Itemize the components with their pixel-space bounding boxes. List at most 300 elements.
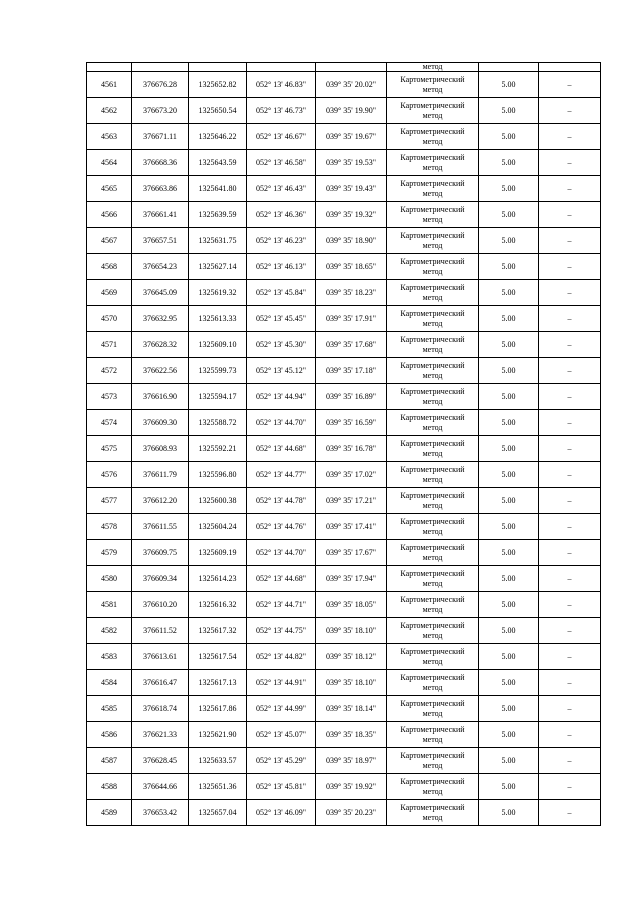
cell-method bbox=[387, 150, 479, 176]
cell-note: – bbox=[539, 722, 601, 748]
method-line-2: метод bbox=[422, 240, 443, 250]
cell-accuracy: 5.00 bbox=[479, 228, 539, 254]
cell-x: 376663.86 bbox=[132, 176, 189, 202]
cell-y: 1325592.21 bbox=[189, 436, 247, 462]
cell-latitude: 052° 13' 44.99" bbox=[247, 696, 316, 722]
cell-longitude: 039° 35' 17.41" bbox=[316, 514, 387, 540]
cell-longitude: 039° 35' 20.02" bbox=[316, 72, 387, 98]
cell-x: 376622.56 bbox=[132, 358, 189, 384]
cell-y: 1325594.17 bbox=[189, 384, 247, 410]
cell-x: 376609.34 bbox=[132, 566, 189, 592]
cell-longitude: 039° 35' 19.90" bbox=[316, 98, 387, 124]
cell-y: 1325617.13 bbox=[189, 670, 247, 696]
method-line-1: Картометрический bbox=[400, 802, 465, 812]
cell-accuracy: 5.00 bbox=[479, 436, 539, 462]
cell-point-number: 4572 bbox=[87, 358, 132, 384]
cell-method bbox=[387, 410, 479, 436]
cell-point-number: 4561 bbox=[87, 72, 132, 98]
method-line-1: Картометрический bbox=[400, 204, 465, 214]
cell-note: – bbox=[539, 98, 601, 124]
cell-accuracy: 5.00 bbox=[479, 592, 539, 618]
cell-accuracy: 5.00 bbox=[479, 644, 539, 670]
method-line-1: Картометрический bbox=[400, 308, 465, 318]
table-row bbox=[87, 228, 601, 254]
method-line-2: метод bbox=[422, 344, 443, 354]
cell-accuracy: 5.00 bbox=[479, 800, 539, 826]
cell-point-number: 4573 bbox=[87, 384, 132, 410]
table-row bbox=[87, 358, 601, 384]
method-line-2: метод bbox=[422, 162, 443, 172]
method-line-1: Картометрический bbox=[400, 490, 465, 500]
cell-longitude: 039° 35' 17.91" bbox=[316, 306, 387, 332]
cell-y: 1325621.90 bbox=[189, 722, 247, 748]
cell-y: 1325588.72 bbox=[189, 410, 247, 436]
cell-method bbox=[387, 488, 479, 514]
method-line-2: метод bbox=[422, 214, 443, 224]
cell-point-number: 4576 bbox=[87, 462, 132, 488]
cell-x: 376653.42 bbox=[132, 800, 189, 826]
cell-point-number: 4569 bbox=[87, 280, 132, 306]
cell-y: 1325633.57 bbox=[189, 748, 247, 774]
method-line-2: метод bbox=[422, 734, 443, 744]
cell-latitude: 052° 13' 45.30" bbox=[247, 332, 316, 358]
cell-note: – bbox=[539, 800, 601, 826]
method-line-2: метод bbox=[422, 708, 443, 718]
cell-latitude: 052° 13' 44.82" bbox=[247, 644, 316, 670]
method-line-2: метод bbox=[422, 812, 443, 822]
cell-y: 1325604.24 bbox=[189, 514, 247, 540]
cell-longitude: 039° 35' 16.78" bbox=[316, 436, 387, 462]
cell-longitude bbox=[316, 63, 387, 72]
cell-longitude: 039° 35' 17.02" bbox=[316, 462, 387, 488]
cell-x: 376632.95 bbox=[132, 306, 189, 332]
method-line-1: Картометрический bbox=[400, 750, 465, 760]
cell-longitude: 039° 35' 18.10" bbox=[316, 618, 387, 644]
cell-note: – bbox=[539, 384, 601, 410]
method-line-2: метод bbox=[422, 656, 443, 666]
cell-point-number bbox=[87, 63, 132, 72]
cell-longitude: 039° 35' 18.14" bbox=[316, 696, 387, 722]
method-line-2: метод bbox=[422, 84, 443, 94]
cell-longitude: 039° 35' 20.23" bbox=[316, 800, 387, 826]
cell-method: метод bbox=[387, 63, 479, 72]
cell-latitude: 052° 13' 46.83" bbox=[247, 72, 316, 98]
cell-latitude: 052° 13' 46.23" bbox=[247, 228, 316, 254]
table-row bbox=[87, 540, 601, 566]
cell-x: 376657.51 bbox=[132, 228, 189, 254]
table-row bbox=[87, 592, 601, 618]
method-line-1: Картометрический bbox=[400, 464, 465, 474]
cell-longitude: 039° 35' 19.92" bbox=[316, 774, 387, 800]
cell-method bbox=[387, 670, 479, 696]
cell-method bbox=[387, 722, 479, 748]
cell-y: 1325617.32 bbox=[189, 618, 247, 644]
cell-latitude: 052° 13' 46.67" bbox=[247, 124, 316, 150]
method-line-1: Картометрический bbox=[400, 776, 465, 786]
table-row bbox=[87, 306, 601, 332]
cell-x: 376645.09 bbox=[132, 280, 189, 306]
cell-point-number: 4575 bbox=[87, 436, 132, 462]
cell-longitude: 039° 35' 18.97" bbox=[316, 748, 387, 774]
cell-point-number: 4582 bbox=[87, 618, 132, 644]
cell-note: – bbox=[539, 202, 601, 228]
cell-longitude: 039° 35' 18.12" bbox=[316, 644, 387, 670]
cell-point-number: 4568 bbox=[87, 254, 132, 280]
cell-x: 376609.75 bbox=[132, 540, 189, 566]
cell-method bbox=[387, 514, 479, 540]
cell-method bbox=[387, 384, 479, 410]
cell-point-number: 4578 bbox=[87, 514, 132, 540]
cell-x: 376628.45 bbox=[132, 748, 189, 774]
cell-accuracy: 5.00 bbox=[479, 306, 539, 332]
cell-accuracy: 5.00 bbox=[479, 488, 539, 514]
cell-latitude: 052° 13' 44.91" bbox=[247, 670, 316, 696]
cell-y: 1325596.80 bbox=[189, 462, 247, 488]
cell-point-number: 4588 bbox=[87, 774, 132, 800]
method-line-2: метод bbox=[422, 422, 443, 432]
method-line-1: Картометрический bbox=[400, 594, 465, 604]
method-line-1: Картометрический bbox=[400, 516, 465, 526]
cell-latitude: 052° 13' 45.84" bbox=[247, 280, 316, 306]
method-line-1: Картометрический bbox=[400, 386, 465, 396]
table-row bbox=[87, 202, 601, 228]
cell-point-number: 4589 bbox=[87, 800, 132, 826]
cell-longitude: 039° 35' 17.94" bbox=[316, 566, 387, 592]
method-line-2: метод bbox=[422, 604, 443, 614]
cell-accuracy: 5.00 bbox=[479, 72, 539, 98]
method-line-2: метод bbox=[422, 526, 443, 536]
cell-method bbox=[387, 98, 479, 124]
table-row bbox=[87, 176, 601, 202]
method-line-1: Картометрический bbox=[400, 724, 465, 734]
cell-x: 376612.20 bbox=[132, 488, 189, 514]
method-line-2: метод bbox=[422, 136, 443, 146]
method-line-2: метод bbox=[422, 396, 443, 406]
cell-method bbox=[387, 644, 479, 670]
cell-method bbox=[387, 618, 479, 644]
cell-longitude: 039° 35' 18.90" bbox=[316, 228, 387, 254]
table-row bbox=[87, 280, 601, 306]
table-row bbox=[87, 800, 601, 826]
cell-method bbox=[387, 540, 479, 566]
cell-accuracy: 5.00 bbox=[479, 566, 539, 592]
table-row bbox=[87, 696, 601, 722]
cell-note: – bbox=[539, 696, 601, 722]
cell-longitude: 039° 35' 18.23" bbox=[316, 280, 387, 306]
cell-latitude bbox=[247, 63, 316, 72]
cell-y bbox=[189, 63, 247, 72]
cell-note: – bbox=[539, 774, 601, 800]
method-line-1: Картометрический bbox=[400, 256, 465, 266]
table-row bbox=[87, 514, 601, 540]
cell-point-number: 4563 bbox=[87, 124, 132, 150]
cell-note: – bbox=[539, 462, 601, 488]
cell-note: – bbox=[539, 514, 601, 540]
cell-latitude: 052° 13' 44.71" bbox=[247, 592, 316, 618]
method-line-1: Картометрический bbox=[400, 282, 465, 292]
cell-latitude: 052° 13' 44.78" bbox=[247, 488, 316, 514]
cell-x: 376618.74 bbox=[132, 696, 189, 722]
cell-point-number: 4564 bbox=[87, 150, 132, 176]
cell-method bbox=[387, 228, 479, 254]
cell-note: – bbox=[539, 670, 601, 696]
cell-accuracy: 5.00 bbox=[479, 150, 539, 176]
cell-accuracy: 5.00 bbox=[479, 384, 539, 410]
method-line-1: Картометрический bbox=[400, 438, 465, 448]
method-line-1: Картометрический bbox=[400, 178, 465, 188]
method-line-2: метод bbox=[422, 266, 443, 276]
table-row bbox=[87, 670, 601, 696]
cell-x: 376608.93 bbox=[132, 436, 189, 462]
method-line-1: Картометрический bbox=[400, 698, 465, 708]
cell-method bbox=[387, 332, 479, 358]
method-line-1: Картометрический bbox=[400, 568, 465, 578]
cell-y: 1325619.32 bbox=[189, 280, 247, 306]
cell-y: 1325599.73 bbox=[189, 358, 247, 384]
cell-method bbox=[387, 696, 479, 722]
cell-accuracy: 5.00 bbox=[479, 410, 539, 436]
cell-longitude: 039° 35' 18.65" bbox=[316, 254, 387, 280]
cell-method bbox=[387, 462, 479, 488]
cell-longitude: 039° 35' 19.67" bbox=[316, 124, 387, 150]
cell-x: 376668.36 bbox=[132, 150, 189, 176]
cell-longitude: 039° 35' 16.59" bbox=[316, 410, 387, 436]
cell-x bbox=[132, 63, 189, 72]
cell-method bbox=[387, 202, 479, 228]
cell-latitude: 052° 13' 44.94" bbox=[247, 384, 316, 410]
cell-x: 376611.55 bbox=[132, 514, 189, 540]
cell-y: 1325641.80 bbox=[189, 176, 247, 202]
cell-y: 1325652.82 bbox=[189, 72, 247, 98]
table-body bbox=[87, 63, 601, 826]
cell-note: – bbox=[539, 410, 601, 436]
cell-latitude: 052° 13' 45.29" bbox=[247, 748, 316, 774]
table-row bbox=[87, 488, 601, 514]
cell-latitude: 052° 13' 45.12" bbox=[247, 358, 316, 384]
cell-y: 1325600.38 bbox=[189, 488, 247, 514]
method-line-2: метод bbox=[422, 448, 443, 458]
cell-point-number: 4567 bbox=[87, 228, 132, 254]
cell-latitude: 052° 13' 44.68" bbox=[247, 566, 316, 592]
cell-y: 1325650.54 bbox=[189, 98, 247, 124]
cell-latitude: 052° 13' 44.68" bbox=[247, 436, 316, 462]
cell-y: 1325616.32 bbox=[189, 592, 247, 618]
cell-method bbox=[387, 124, 479, 150]
cell-point-number: 4566 bbox=[87, 202, 132, 228]
cell-longitude: 039° 35' 17.21" bbox=[316, 488, 387, 514]
cell-method bbox=[387, 306, 479, 332]
cell-note: – bbox=[539, 748, 601, 774]
method-line-1: Картометрический bbox=[400, 126, 465, 136]
cell-method bbox=[387, 566, 479, 592]
cell-accuracy: 5.00 bbox=[479, 722, 539, 748]
cell-accuracy: 5.00 bbox=[479, 202, 539, 228]
cell-method bbox=[387, 748, 479, 774]
cell-x: 376613.61 bbox=[132, 644, 189, 670]
method-line-2: метод bbox=[422, 318, 443, 328]
cell-y: 1325627.14 bbox=[189, 254, 247, 280]
cell-method bbox=[387, 800, 479, 826]
cell-note: – bbox=[539, 540, 601, 566]
method-line-2: метод bbox=[422, 292, 443, 302]
cell-latitude: 052° 13' 44.76" bbox=[247, 514, 316, 540]
cell-note: – bbox=[539, 306, 601, 332]
cell-y: 1325613.33 bbox=[189, 306, 247, 332]
cell-method bbox=[387, 774, 479, 800]
cell-method bbox=[387, 436, 479, 462]
cell-method bbox=[387, 176, 479, 202]
cell-latitude: 052° 13' 44.70" bbox=[247, 410, 316, 436]
cell-note: – bbox=[539, 618, 601, 644]
cell-longitude: 039° 35' 19.53" bbox=[316, 150, 387, 176]
cell-note: – bbox=[539, 228, 601, 254]
cell-latitude: 052° 13' 45.81" bbox=[247, 774, 316, 800]
cell-accuracy: 5.00 bbox=[479, 670, 539, 696]
method-line-2: метод bbox=[422, 552, 443, 562]
cell-note: – bbox=[539, 592, 601, 618]
cell-accuracy: 5.00 bbox=[479, 618, 539, 644]
method-line-2: метод bbox=[422, 578, 443, 588]
cell-point-number: 4587 bbox=[87, 748, 132, 774]
cell-x: 376609.30 bbox=[132, 410, 189, 436]
method-line-2: метод bbox=[422, 630, 443, 640]
cell-y: 1325614.23 bbox=[189, 566, 247, 592]
cell-note: – bbox=[539, 72, 601, 98]
cell-method bbox=[387, 72, 479, 98]
cell-note: – bbox=[539, 150, 601, 176]
cell-note: – bbox=[539, 254, 601, 280]
table-row bbox=[87, 774, 601, 800]
cell-point-number: 4562 bbox=[87, 98, 132, 124]
cell-accuracy bbox=[479, 63, 539, 72]
table-continuation-row bbox=[87, 63, 601, 72]
cell-longitude: 039° 35' 18.05" bbox=[316, 592, 387, 618]
cell-x: 376611.79 bbox=[132, 462, 189, 488]
table-row bbox=[87, 72, 601, 98]
cell-y: 1325657.04 bbox=[189, 800, 247, 826]
table-row bbox=[87, 748, 601, 774]
method-line-1: Картометрический bbox=[400, 646, 465, 656]
cell-longitude: 039° 35' 17.68" bbox=[316, 332, 387, 358]
cell-y: 1325617.86 bbox=[189, 696, 247, 722]
cell-method bbox=[387, 280, 479, 306]
cell-x: 376676.28 bbox=[132, 72, 189, 98]
table-row bbox=[87, 436, 601, 462]
cell-point-number: 4579 bbox=[87, 540, 132, 566]
table-row bbox=[87, 98, 601, 124]
method-line-2: метод bbox=[422, 110, 443, 120]
cell-x: 376628.32 bbox=[132, 332, 189, 358]
cell-note bbox=[539, 63, 601, 72]
cell-accuracy: 5.00 bbox=[479, 462, 539, 488]
cell-note: – bbox=[539, 280, 601, 306]
cell-y: 1325609.19 bbox=[189, 540, 247, 566]
cell-x: 376616.47 bbox=[132, 670, 189, 696]
method-line-2: метод bbox=[422, 474, 443, 484]
cell-longitude: 039° 35' 18.10" bbox=[316, 670, 387, 696]
cell-point-number: 4574 bbox=[87, 410, 132, 436]
cell-accuracy: 5.00 bbox=[479, 176, 539, 202]
cell-accuracy: 5.00 bbox=[479, 358, 539, 384]
cell-point-number: 4570 bbox=[87, 306, 132, 332]
table-row bbox=[87, 644, 601, 670]
cell-note: – bbox=[539, 436, 601, 462]
cell-x: 376644.66 bbox=[132, 774, 189, 800]
method-line-1: Картометрический bbox=[400, 230, 465, 240]
table-row bbox=[87, 384, 601, 410]
cell-point-number: 4584 bbox=[87, 670, 132, 696]
cell-note: – bbox=[539, 566, 601, 592]
cell-y: 1325643.59 bbox=[189, 150, 247, 176]
cell-latitude: 052° 13' 45.45" bbox=[247, 306, 316, 332]
cell-point-number: 4583 bbox=[87, 644, 132, 670]
cell-accuracy: 5.00 bbox=[479, 696, 539, 722]
cell-longitude: 039° 35' 19.43" bbox=[316, 176, 387, 202]
table-row bbox=[87, 462, 601, 488]
cell-method bbox=[387, 592, 479, 618]
cell-accuracy: 5.00 bbox=[479, 774, 539, 800]
method-line-1: Картометрический bbox=[400, 74, 465, 84]
cell-accuracy: 5.00 bbox=[479, 98, 539, 124]
cell-note: – bbox=[539, 358, 601, 384]
cell-latitude: 052° 13' 46.43" bbox=[247, 176, 316, 202]
cell-x: 376673.20 bbox=[132, 98, 189, 124]
table-row bbox=[87, 124, 601, 150]
method-line-1: Картометрический bbox=[400, 672, 465, 682]
table-row bbox=[87, 722, 601, 748]
cell-y: 1325646.22 bbox=[189, 124, 247, 150]
cell-accuracy: 5.00 bbox=[479, 514, 539, 540]
cell-y: 1325631.75 bbox=[189, 228, 247, 254]
cell-accuracy: 5.00 bbox=[479, 124, 539, 150]
cell-latitude: 052° 13' 45.07" bbox=[247, 722, 316, 748]
cell-longitude: 039° 35' 18.35" bbox=[316, 722, 387, 748]
cell-point-number: 4581 bbox=[87, 592, 132, 618]
cell-note: – bbox=[539, 124, 601, 150]
method-line-1: Картометрический bbox=[400, 542, 465, 552]
cell-x: 376611.52 bbox=[132, 618, 189, 644]
method-line-2: метод bbox=[422, 188, 443, 198]
cell-latitude: 052° 13' 46.13" bbox=[247, 254, 316, 280]
cell-latitude: 052° 13' 44.75" bbox=[247, 618, 316, 644]
cell-latitude: 052° 13' 46.09" bbox=[247, 800, 316, 826]
cell-longitude: 039° 35' 17.67" bbox=[316, 540, 387, 566]
cell-x: 376621.33 bbox=[132, 722, 189, 748]
cell-y: 1325617.54 bbox=[189, 644, 247, 670]
cell-latitude: 052° 13' 44.77" bbox=[247, 462, 316, 488]
cell-x: 376671.11 bbox=[132, 124, 189, 150]
cell-latitude: 052° 13' 44.70" bbox=[247, 540, 316, 566]
cell-accuracy: 5.00 bbox=[479, 540, 539, 566]
cell-method bbox=[387, 358, 479, 384]
cell-y: 1325639.59 bbox=[189, 202, 247, 228]
cell-method bbox=[387, 254, 479, 280]
cell-x: 376661.41 bbox=[132, 202, 189, 228]
cell-accuracy: 5.00 bbox=[479, 332, 539, 358]
cell-note: – bbox=[539, 488, 601, 514]
cell-longitude: 039° 35' 19.32" bbox=[316, 202, 387, 228]
coordinates-table bbox=[86, 62, 601, 826]
cell-x: 376654.23 bbox=[132, 254, 189, 280]
cell-latitude: 052° 13' 46.36" bbox=[247, 202, 316, 228]
cell-y: 1325651.36 bbox=[189, 774, 247, 800]
table-row bbox=[87, 254, 601, 280]
cell-note: – bbox=[539, 176, 601, 202]
method-line-2: метод bbox=[422, 682, 443, 692]
cell-note: – bbox=[539, 644, 601, 670]
cell-longitude: 039° 35' 16.89" bbox=[316, 384, 387, 410]
method-line-1: Картометрический bbox=[400, 360, 465, 370]
